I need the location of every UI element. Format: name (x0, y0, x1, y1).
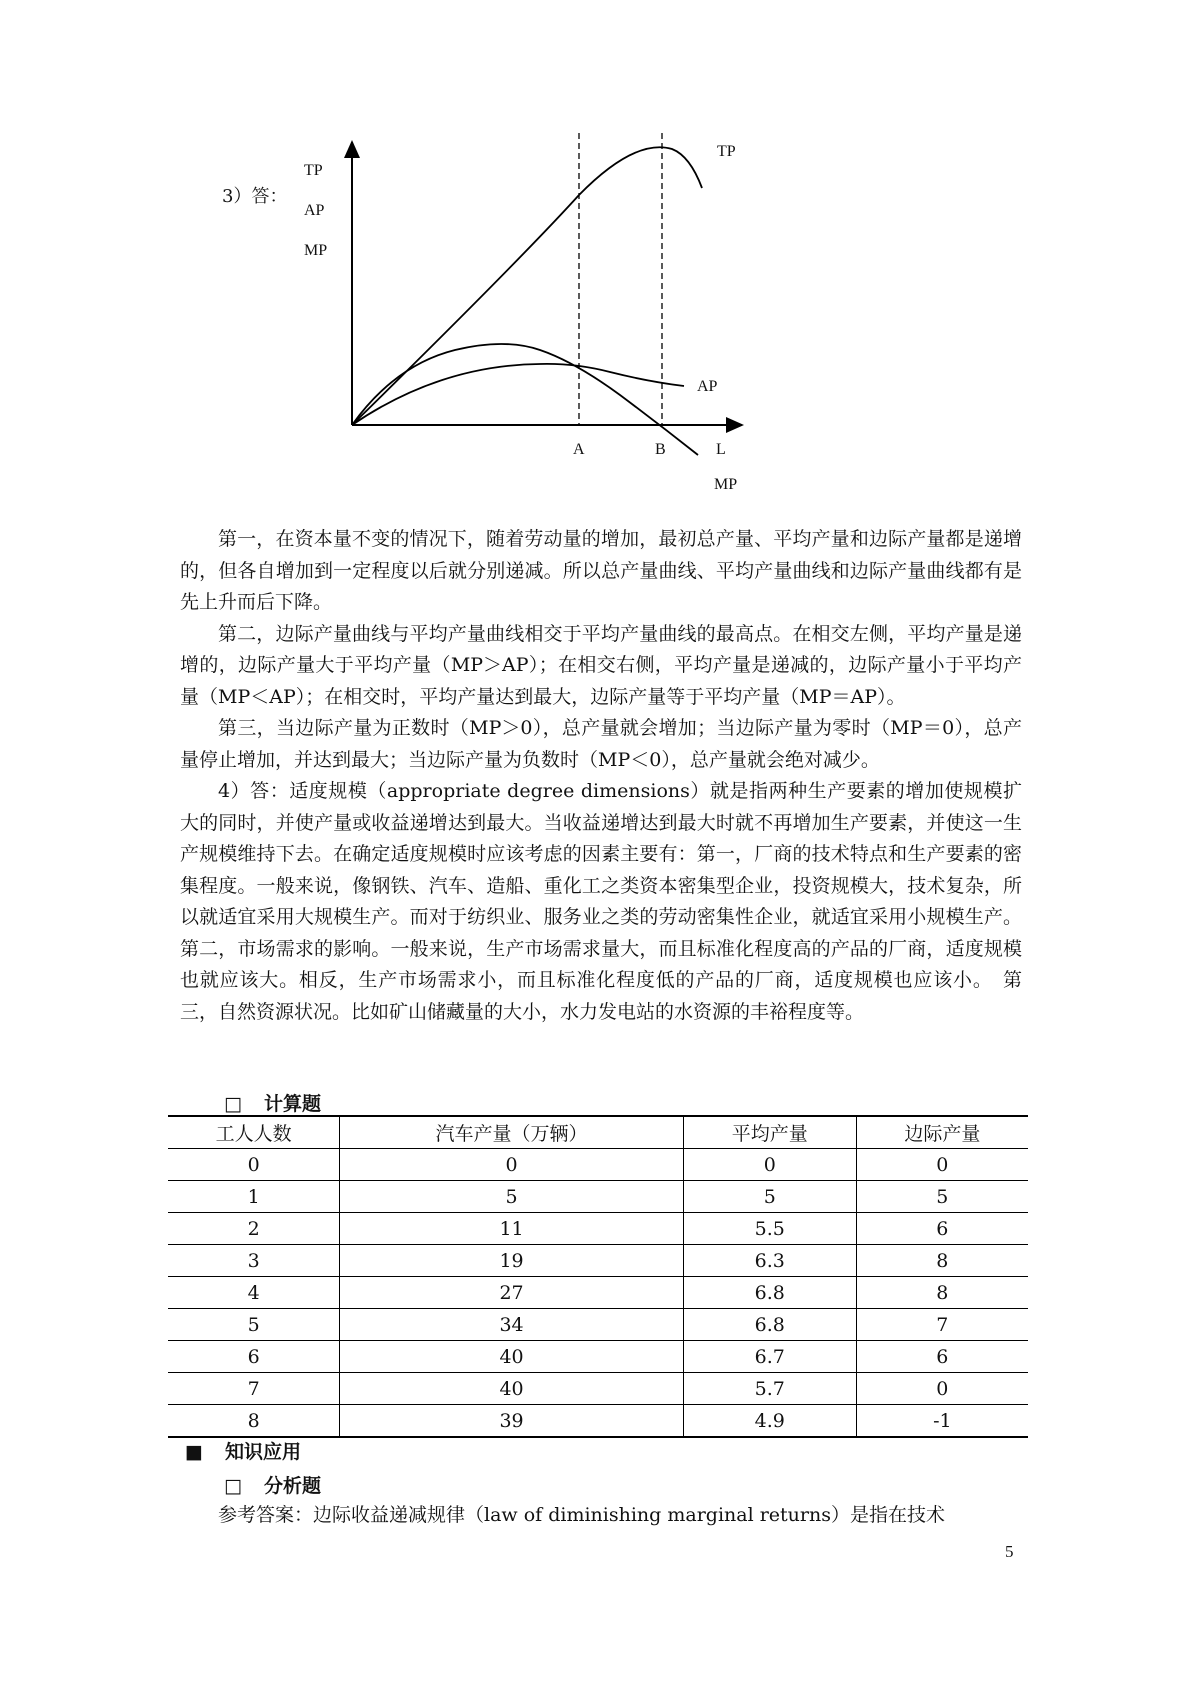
cell: 7 (168, 1373, 340, 1405)
table-row (168, 1309, 1028, 1341)
section-calc-title: 计算题 (263, 1093, 321, 1115)
cell: 6.8 (683, 1309, 856, 1341)
header-workers: 工人人数 (168, 1116, 340, 1149)
cell: 6.3 (683, 1245, 856, 1277)
y-label-tp: TP (304, 162, 323, 179)
question-label: 3）答： (222, 186, 288, 207)
table-row (168, 1245, 1028, 1277)
cell: 0 (683, 1149, 856, 1181)
page-number: 5 (1005, 1542, 1014, 1561)
section-knowledge-heading (185, 1442, 301, 1462)
section-analysis-heading (224, 1476, 321, 1496)
paragraph-analysis: 参考答案：边际收益递减规律（law of diminishing marginal returns）是指在技术 (218, 1504, 945, 1526)
cell: 8 (856, 1245, 1028, 1277)
cell: 5 (683, 1181, 856, 1213)
curve-label-tp: TP (717, 143, 736, 160)
filled-square-icon: ■ (185, 1441, 203, 1463)
paragraph-3: 第三，当边际产量为正数时（MP＞0），总产量就会增加；当边际产量为零时（MP＝0），总产量停止增加，并达到最大；当边际产量为负数时（MP＜0），总产量就会绝对减少。 (180, 717, 1022, 771)
cell: 5.5 (683, 1213, 856, 1245)
cell: 5 (340, 1181, 684, 1213)
cell: 2 (168, 1213, 340, 1245)
checkbox-icon: □ (224, 1093, 242, 1115)
cell: 0 (168, 1149, 340, 1181)
cell: 8 (856, 1277, 1028, 1309)
paragraph-4: 4）答：适度规模（appropriate degree dimensions）就是指两种生产要素的增加使规模扩大的同时，并使产量或收益递增达到最大。当收益递增达到最大时就不再增加生产要素，并使这一生产规模维持下去。在确定适度规模时应该考虑的因素主要有：第一，厂商的技术特点和生产要素的密集程度。一般来说，像钢铁、汽车、造船、重化工之类资本密集型企业，投资规模大，技术复杂，所以就适宜采用大规模生产。而对于纺织业、服务业之类的劳动密集性企业，就适宜采用小规模生产。第二，市场需求的影响。一般来说，生产市场需求量大，而且标准化程度高的产品的厂商，适度规模也就应该大。相反，生产市场需求小，而且标准化程度低的产品的厂商，适度规模也应该小。 第三，自然资源状况。比如矿山储藏量的大小，水力发电站的水资源的丰裕程度等。 (180, 780, 1022, 1023)
cell: 0 (340, 1149, 684, 1181)
cell: 39 (340, 1405, 684, 1438)
analysis-answer (180, 1500, 1022, 1532)
table-header-row (168, 1116, 1028, 1149)
cell: 27 (340, 1277, 684, 1309)
cell: 5.7 (683, 1373, 856, 1405)
curve-label-mp: MP (714, 476, 738, 493)
tp-ap-mp-diagram (0, 0, 1191, 520)
cell: 6.7 (683, 1341, 856, 1373)
table-row (168, 1341, 1028, 1373)
cell: 3 (168, 1245, 340, 1277)
table-row (168, 1405, 1028, 1438)
tp-curve (352, 147, 702, 425)
x-axis-label: L (716, 441, 726, 458)
point-label-b: B (655, 441, 666, 458)
cell: 5 (168, 1309, 340, 1341)
table-row (168, 1213, 1028, 1245)
cell: 40 (340, 1341, 684, 1373)
paragraph-1: 第一，在资本量不变的情况下，随着劳动量的增加，最初总产量、平均产量和边际产量都是递增的，但各自增加到一定程度以后就分别递减。所以总产量曲线、平均产量曲线和边际产量曲线都有是先上升而后下降。 (180, 528, 1022, 613)
y-label-ap: AP (304, 202, 325, 219)
body-text (180, 524, 1022, 1028)
cell: 4 (168, 1277, 340, 1309)
cell: 7 (856, 1309, 1028, 1341)
y-label-mp: MP (304, 242, 328, 259)
cell: 1 (168, 1181, 340, 1213)
cell: 6 (856, 1341, 1028, 1373)
cell: 0 (856, 1373, 1028, 1405)
table-row (168, 1181, 1028, 1213)
cell: 40 (340, 1373, 684, 1405)
table-row (168, 1277, 1028, 1309)
cell: 6 (168, 1341, 340, 1373)
header-average: 平均产量 (683, 1116, 856, 1149)
cell: 8 (168, 1405, 340, 1438)
section-calc-heading (224, 1094, 321, 1114)
curve-label-ap: AP (697, 378, 718, 395)
ap-curve (352, 364, 684, 425)
mp-curve (352, 344, 698, 455)
paragraph-2: 第二，边际产量曲线与平均产量曲线相交于平均产量曲线的最高点。在相交左侧，平均产量是递增的，边际产量大于平均产量（MP＞AP）；在相交右侧，平均产量是递减的，边际产量小于平均产量（MP＜AP）；在相交时，平均产量达到最大，边际产量等于平均产量（MP＝AP）。 (180, 622, 1022, 708)
production-table (168, 1115, 1028, 1438)
table-row (168, 1373, 1028, 1405)
cell: 34 (340, 1309, 684, 1341)
point-label-a: A (573, 441, 585, 458)
cell: -1 (856, 1405, 1028, 1438)
checkbox-icon: □ (224, 1475, 242, 1497)
cell: 6.8 (683, 1277, 856, 1309)
table-row (168, 1149, 1028, 1181)
cell: 6 (856, 1213, 1028, 1245)
cell: 19 (340, 1245, 684, 1277)
cell: 11 (340, 1213, 684, 1245)
header-output: 汽车产量（万辆） (340, 1116, 684, 1149)
cell: 5 (856, 1181, 1028, 1213)
section-analysis-title: 分析题 (263, 1475, 321, 1497)
cell: 0 (856, 1149, 1028, 1181)
cell: 4.9 (683, 1405, 856, 1438)
section-knowledge-title: 知识应用 (224, 1441, 301, 1463)
header-marginal: 边际产量 (856, 1116, 1028, 1149)
